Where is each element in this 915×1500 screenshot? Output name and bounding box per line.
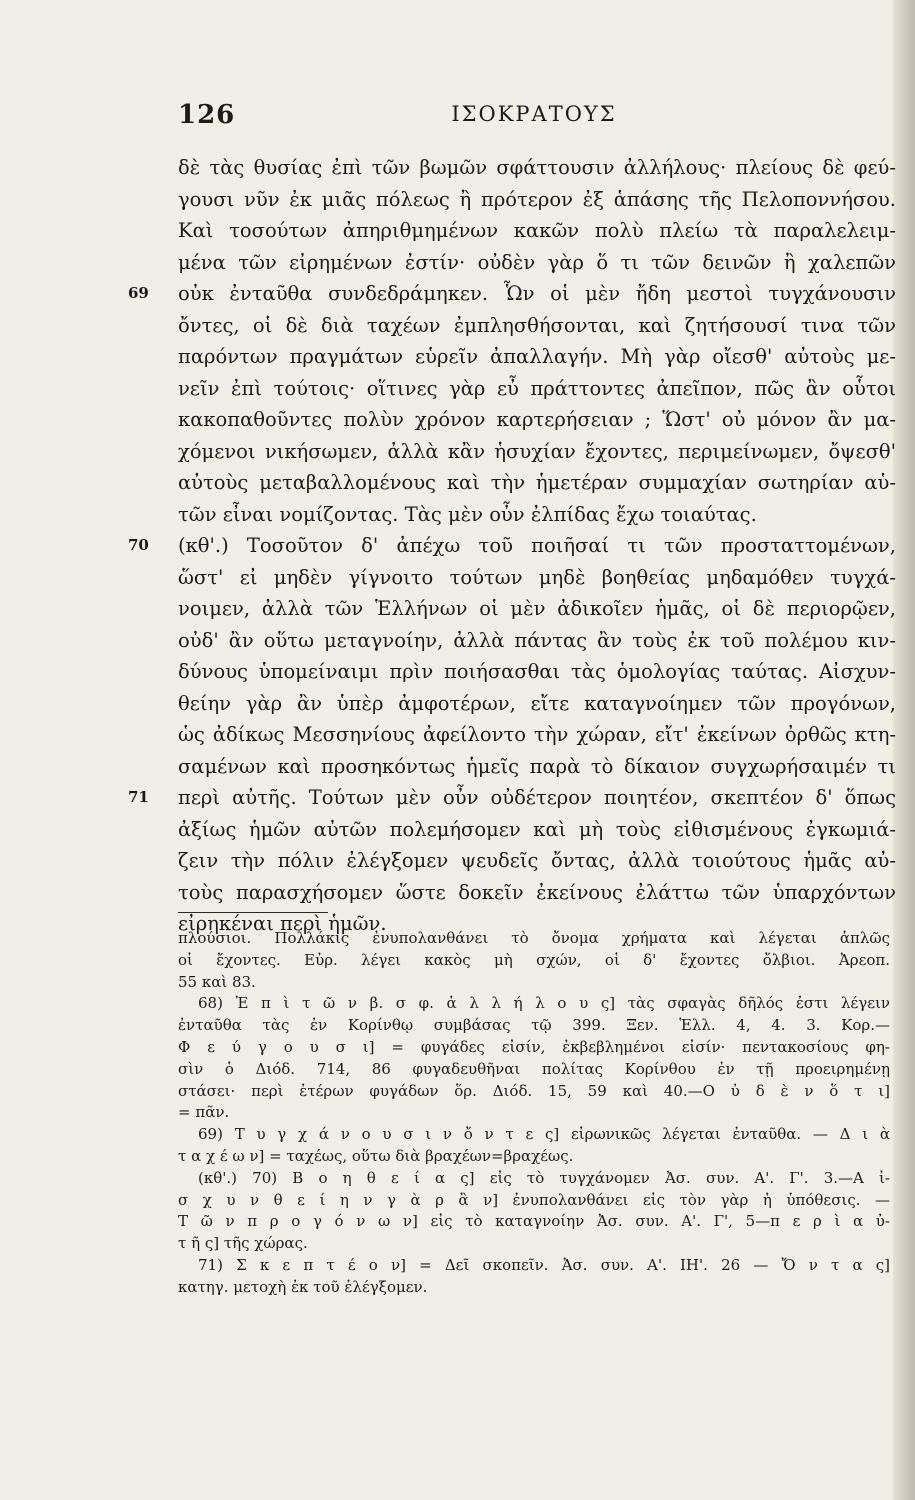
text-line: χόμενοι νικήσωμεν, ἀλλὰ κἂν ἡσυχίαν ἔχοντες, περιμείνωμεν, ὄψεσθ'	[178, 439, 896, 463]
page-edge-shadow	[893, 0, 915, 1500]
text-line: δύνους ὑπομείναιμι πρὶν ποιήσασθαι τὰς ὁμολογίας ταύτας. Αἰσχυν-	[178, 660, 896, 683]
text-line	[128, 530, 896, 562]
text-line: ἀξίως ἡμῶν αὐτῶν πολεμήσομεν καὶ μὴ τοὺς εἰθισμένους ἐγκωμιά-	[178, 817, 896, 841]
note-line: Τ ῶ ν π ρ ο γ ό ν ω ν] εἰς τὸ καταγνοίην Ἀσ. συν. Α'. Γ', 5—π ε ρ ὶ α ὐ-	[178, 1212, 890, 1231]
main-text	[128, 152, 896, 940]
footnotes	[178, 928, 890, 1299]
text-line	[128, 782, 896, 814]
text-line-content: περὶ αὐτῆς. Τούτων μὲν οὖν οὐδέτερον ποιητέον, σκεπτέον δ' ὅπως	[178, 786, 896, 809]
text-line: κακοπαθοῦντες πολὺν χρόνον καρτερήσειαν ; Ὥστ' οὐ μόνον ἂν μα-	[178, 408, 896, 431]
text-line: τοὺς παρασχήσομεν ὥστε δοκεῖν ἐκείνους ἐλάττω τῶν ὑπαρχόντων	[178, 880, 896, 904]
page-number: 126	[178, 100, 236, 130]
text-line: θείην γὰρ ἂν ὑπὲρ ἀμφοτέρων, εἴτε καταγνοίημεν τῶν προγόνων,	[178, 691, 896, 715]
note-line: τ α χ έ ω ν] = ταχέως, οὕτω διὰ βραχέων=βραχέως.	[178, 1146, 574, 1165]
section-marker-69: 69	[128, 284, 149, 302]
note-line: οἱ ἔχοντες. Εὐρ. λέγει κακὸς μὴ σχών, οἱ δ' ἔχοντες ὄλβιοι. Ἀρεοπ.	[178, 950, 890, 969]
text-line: ὄντες, οἱ δὲ διὰ ταχέων ἐμπλησθήσονται, καὶ ζητήσουσί τινα τῶν	[178, 313, 896, 337]
note-line: (κθ'.) 70) Β ο η θ ε ί α ς] εἰς τὸ τυγχάνομεν Ἀσ. συν. Α'. Γ'. 3.—Α ἰ-	[198, 1168, 890, 1187]
note-line: σ χ υ ν θ ε ί η ν γ ὰ ρ ἂ ν] ἐνυπολανθάνει εἰς τὸν γὰρ ἡ ὑπόθεσις. —	[178, 1190, 890, 1209]
note-line: τ ῆ ς] τῆς χώρας.	[178, 1234, 308, 1253]
note-line: ἐνταῦθα τὰς ἐν Κορίνθῳ συμβάσας τῷ 399. Ξεν. Ἑλλ. 4, 4. 3. Κορ.—	[178, 1016, 890, 1035]
text-line: σαμένων καὶ προσηκόντως ἡμεῖς παρὰ τὸ δίκαιον συγχωρήσαιμέν τι	[178, 754, 896, 778]
note-line: 69) Τ υ γ χ ά ν ο υ σ ι ν ὄ ν τ ε ς] εἰρωνικῶς λέγεται ἐνταῦθα. — Δ ι ὰ	[198, 1125, 890, 1144]
text-line: νεῖν ἐπὶ τούτοις· οἵτινες γὰρ εὖ πράττοντες ἀπεῖπον, πῶς ἂν οὗτοι	[178, 376, 896, 400]
text-line: αὐτοὺς μεταβαλλομένους καὶ τὴν ἡμετέραν συμμαχίαν σωτηρίαν αὑ-	[178, 471, 896, 494]
text-line: τῶν εἶναι νομίζοντας. Τὰς μὲν οὖν ἐλπίδας ἔχω τοιαύτας.	[178, 502, 757, 526]
text-line: δὲ τὰς θυσίας ἐπὶ τῶν βωμῶν σφάττουσιν ἀλλήλους· πλείους δὲ φεύ-	[178, 156, 896, 179]
section-marker-71: 71	[128, 788, 149, 806]
text-line-content: οὐκ ἐνταῦθα συνδεδράμηκεν. Ὧν οἱ μὲν ἤδη μεστοὶ τυγχάνουσιν	[178, 282, 896, 305]
text-line: οὐδ' ἂν οὕτω μεταγνοίην, ἀλλὰ πάντας ἂν τοὺς ἐκ τοῦ πολέμου κιν-	[178, 628, 896, 652]
note-line: στάσει· περὶ ἑτέρων φυγάδων ὅρ. Διόδ. 15, 59 καὶ 40.—Ο ὐ δ ὲ ν ὅ τ ι]	[178, 1081, 890, 1100]
text-line: ζειν τὴν πόλιν ἐλέγξομεν ψευδεῖς ὄντας, ἀλλὰ τοιούτους ἡμᾶς αὐ-	[178, 849, 896, 872]
note-line: = πᾶν.	[178, 1103, 230, 1122]
text-line: εἰρηκέναι περὶ ἡμῶν.	[178, 912, 387, 935]
note-line: 71) Σ κ ε π τ έ ο ν] = Δεῖ σκοπεῖν. Ἀσ. συν. Α'. ΙΗ'. 26 — Ὄ ν τ α ς]	[198, 1255, 890, 1274]
text-line: γουσι νῦν ἐκ μιᾶς πόλεως ἢ πρότερον ἐξ ἁπάσης τῆς Πελοποννήσου.	[178, 187, 896, 211]
text-line	[128, 278, 896, 310]
section-marker-70: 70	[128, 536, 149, 554]
note-line: κατηγ. μετοχὴ ἐκ τοῦ ἐλέγξομεν.	[178, 1277, 428, 1296]
note-line: Φ ε ύ γ ο υ σ ι] = φυγάδες εἰσίν, ἐκβεβλημένοι εἰσίν· πεντακοσίους φη-	[178, 1037, 890, 1056]
note-line: πλούσιοι. Πολλάκις ἐνυπολανθάνει τὸ ὄνομα χρήματα καὶ λέγεται ἁπλῶς	[178, 929, 890, 947]
text-line: μένα τῶν εἰρημένων ἐστίν· οὐδὲν γὰρ ὅ τι τῶν δεινῶν ἢ χαλεπῶν	[178, 250, 896, 274]
footnote-rule	[178, 912, 328, 913]
text-line: ὡς ἀδίκως Μεσσηνίους ἀφείλοντο τὴν χώραν, εἴτ' ἐκείνων ὀρθῶς κτη-	[178, 723, 896, 746]
text-line: παρόντων πραγμάτων εὑρεῖν ἀπαλλαγήν. Μὴ γὰρ οἴεσθ' αὐτοὺς με-	[178, 345, 896, 368]
text-line: Καὶ τοσούτων ἀπηριθμημένων κακῶν πολὺ πλείω τὰ παραλελειμ-	[178, 219, 896, 242]
note-line: σὶν ὁ Διόδ. 714, 86 φυγαδευθῆναι πολίτας Κορίνθου ἐν τῇ προειρημένῃ	[178, 1059, 890, 1078]
text-line-content: (κθ'.) Τοσοῦτον δ' ἀπέχω τοῦ ποιῆσαί τι τῶν προσταττομένων,	[178, 534, 896, 557]
text-line: νοιμεν, ἀλλὰ τῶν Ἑλλήνων οἱ μὲν ἀδικοῖεν ἡμᾶς, οἱ δὲ περιορῷεν,	[178, 597, 896, 620]
note-line: 68) Ἐ π ὶ τ ῶ ν β. σ φ. ἀ λ λ ή λ ο υ ς] τὰς σφαγὰς δῆλός ἐστι λέγειν	[198, 994, 890, 1013]
page-header	[178, 100, 890, 140]
running-title: ΙΣΟΚΡΑΤΟΥΣ	[451, 102, 617, 126]
text-line: ὥστ' εἰ μηδὲν γίγνοιτο τούτων μηδὲ βοηθείας μηδαμόθεν τυγχά-	[178, 565, 896, 589]
note-line: 55 καὶ 83.	[178, 972, 256, 991]
